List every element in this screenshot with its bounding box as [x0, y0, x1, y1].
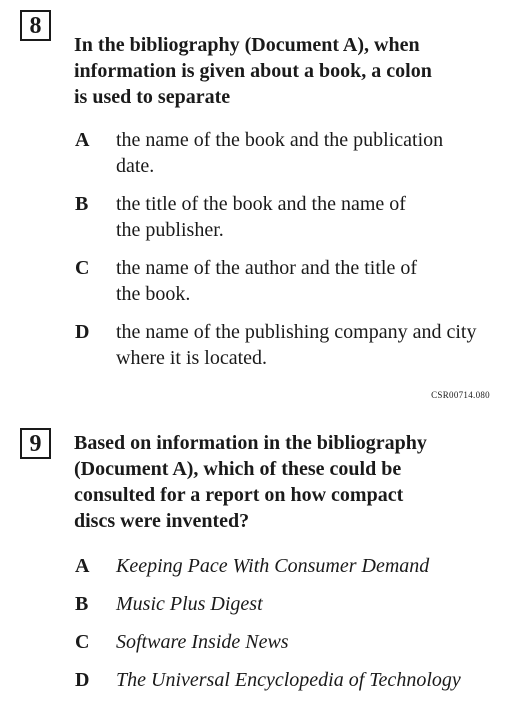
- option-letter: C: [75, 631, 90, 653]
- option-letter: D: [75, 669, 90, 691]
- option-letter: A: [75, 555, 90, 577]
- option-text: the name of the publishing company and city where it is located.: [116, 321, 477, 369]
- option-letter: D: [75, 321, 90, 343]
- option-letter: B: [75, 593, 89, 615]
- option-text: the name of the author and the title of the book.: [116, 257, 418, 305]
- option-letter: C: [75, 257, 90, 279]
- question-stem: In the bibliography (Document A), when information is given about a book, a colon is used to separate: [74, 34, 432, 108]
- question-number-box: 9: [20, 428, 51, 459]
- option-letter: B: [75, 193, 89, 215]
- item-code: CSR00714.080: [431, 390, 490, 400]
- question-stem: Based on information in the bibliography (Document A), which of these could be consulted for a report on how compact discs were invented?: [74, 432, 427, 532]
- option-text: the title of the book and the name of the publisher.: [116, 193, 406, 241]
- option-text: Keeping Pace With Consumer Demand: [116, 555, 430, 577]
- option-text: Software Inside News: [116, 631, 289, 653]
- option-text: Music Plus Digest: [116, 593, 263, 615]
- option-text: The Universal Encyclopedia of Technology: [116, 669, 461, 691]
- option-letter: A: [75, 129, 90, 151]
- question-number-box: 8: [20, 10, 51, 41]
- option-text: the name of the book and the publication date.: [116, 129, 444, 177]
